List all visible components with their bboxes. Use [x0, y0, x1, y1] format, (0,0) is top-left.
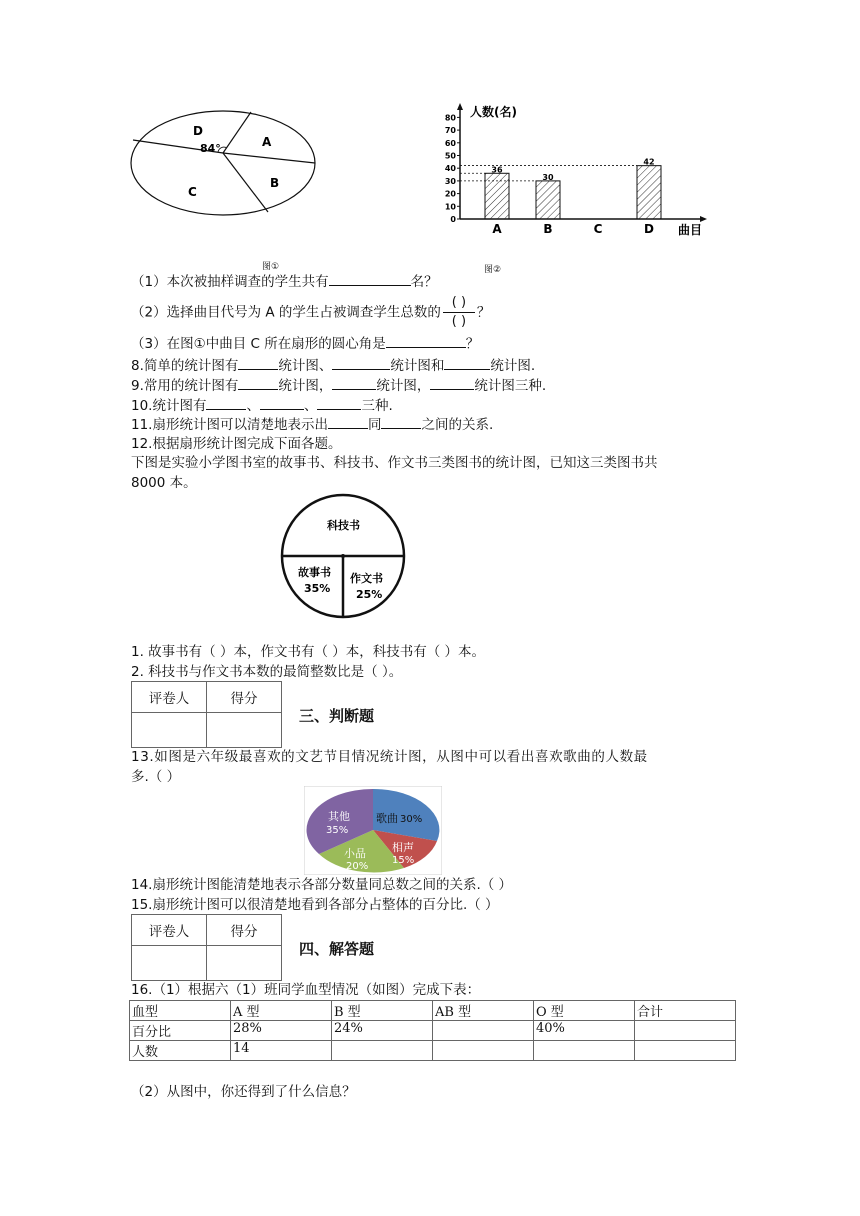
y-tick-label: 40	[444, 164, 456, 174]
question-9: 9.常用的统计图有 统计图， 统计图， 统计图三种.	[131, 375, 546, 396]
pie1-label-b: B	[270, 176, 280, 190]
bar	[536, 181, 560, 219]
category-label: C	[593, 222, 603, 236]
books-percent-composition: 25%	[356, 588, 383, 601]
figure1-caption: 图①	[262, 262, 280, 272]
program-percent-songs: 30%	[400, 814, 423, 825]
score-table-2: 评卷人 得分	[131, 914, 282, 981]
blood-type-table	[129, 1000, 736, 1061]
program-percent-other: 35%	[326, 825, 349, 836]
category-label: D	[644, 222, 654, 236]
program-label-songs: 歌曲	[376, 812, 398, 825]
question-16: 16.（1）根据六（1）班同学血型情况（如图）完成下表：	[131, 982, 481, 998]
bar	[485, 173, 509, 219]
question-12-1: 1. 故事书有（ ）本，作文书有（ ）本，科技书有（ ）本。	[131, 644, 486, 660]
y-tick-label: 70	[444, 126, 456, 136]
question-13-line2: 多.（ ）	[131, 769, 181, 785]
program-label-other: 其他	[328, 810, 350, 823]
bar-value-label: 36	[491, 165, 503, 175]
books-percent-story: 35%	[304, 582, 331, 595]
grader-cell-2[interactable]	[132, 946, 207, 981]
y-tick-label: 10	[444, 202, 456, 212]
program-percent-crosstalk: 15%	[392, 855, 415, 866]
question-3: （3）在图①中曲目 C 所在扇形的圆心角是 ？	[131, 333, 479, 354]
y-axis-arrow	[457, 103, 463, 110]
question-8: 8.简单的统计图有 统计图、 统计图和 统计图.	[131, 355, 535, 376]
question-2: （2）选择曲目代号为 A 的学生占被调查学生总数的 $\frac{( )}{( )}$ ？	[131, 295, 491, 329]
books-label-story: 故事书	[298, 566, 331, 579]
table-row: 百分比 28% 24% 40%	[130, 1021, 736, 1041]
question-10: 10.统计图有 、 、 三种.	[131, 395, 393, 416]
y-tick-label: 30	[444, 176, 456, 186]
y-tick-label: 0	[450, 215, 456, 224]
question-11: 11.扇形统计图可以清楚地表示出 同 之间的关系.	[131, 414, 493, 435]
bar-value-label: 42	[643, 157, 655, 167]
program-pie-chart	[304, 786, 442, 875]
figure2-bar-chart	[432, 100, 722, 240]
bar-x-axis-title: 曲目	[678, 223, 703, 237]
score-table-1: 评卷人 得分	[131, 681, 282, 748]
program-percent-sketch: 20%	[346, 861, 369, 872]
table-row: 人数 14	[130, 1041, 736, 1061]
score-cell[interactable]	[207, 713, 282, 748]
y-tick-label: 80	[444, 113, 456, 123]
question-12-2: 2. 科技书与作文书本数的最简整数比是（ ）。	[131, 664, 403, 680]
figure2-caption: 图②	[484, 265, 502, 275]
question-13: 13.如图是六年级最喜欢的文艺节目情况统计图，从图中可以看出喜欢歌曲的人数最	[131, 749, 648, 765]
question-12: 12.根据扇形统计图完成下面各题。	[131, 436, 342, 452]
books-label-science: 科技书	[327, 519, 360, 532]
bar-value-label: 30	[542, 172, 554, 182]
category-label: A	[492, 222, 502, 236]
question-12-description-2: 8000 本。	[131, 475, 197, 491]
bar-y-axis-title: 人数(名)	[470, 105, 517, 119]
question-12-description: 下图是实验小学图书室的故事书、科技书、作文书三类图书的统计图，已知这三类图书共	[131, 455, 658, 471]
y-tick-label: 20	[444, 189, 456, 199]
table-row: 血型 A 型 B 型 AB 型 O 型 合计	[130, 1001, 736, 1021]
program-label-crosstalk: 相声	[392, 841, 414, 854]
figure1-pie-chart	[128, 108, 318, 218]
y-tick-label: 50	[444, 151, 456, 161]
y-tick-label: 60	[444, 138, 456, 148]
category-label: B	[543, 222, 553, 236]
pie1-label-a: A	[262, 135, 272, 149]
question-14: 14.扇形统计图能清楚地表示各部分数量同总数之间的关系.（ ）	[131, 877, 513, 893]
x-axis-arrow	[700, 216, 707, 222]
bar	[637, 166, 661, 219]
question-16-2: （2）从图中，你还得到了什么信息？	[131, 1084, 356, 1100]
program-label-sketch: 小品	[344, 847, 366, 860]
books-pie-chart	[280, 490, 410, 625]
pie1-label-d: D	[193, 124, 203, 138]
score-cell-2[interactable]	[207, 946, 282, 981]
pie1-angle-label: 84°	[200, 142, 221, 155]
section-4-heading: 四、解答题	[299, 940, 375, 958]
question-15: 15.扇形统计图可以很清楚地看到各部分占整体的百分比.（ ）	[131, 897, 499, 913]
grader-cell[interactable]	[132, 713, 207, 748]
pie1-label-c: C	[188, 185, 197, 199]
books-label-composition: 作文书	[350, 572, 383, 585]
fraction: $\frac{( )}{( )}$	[443, 296, 475, 329]
question-1: （1）本次被抽样调查的学生共有 名？	[131, 271, 438, 292]
section-3-heading: 三、判断题	[299, 707, 375, 725]
